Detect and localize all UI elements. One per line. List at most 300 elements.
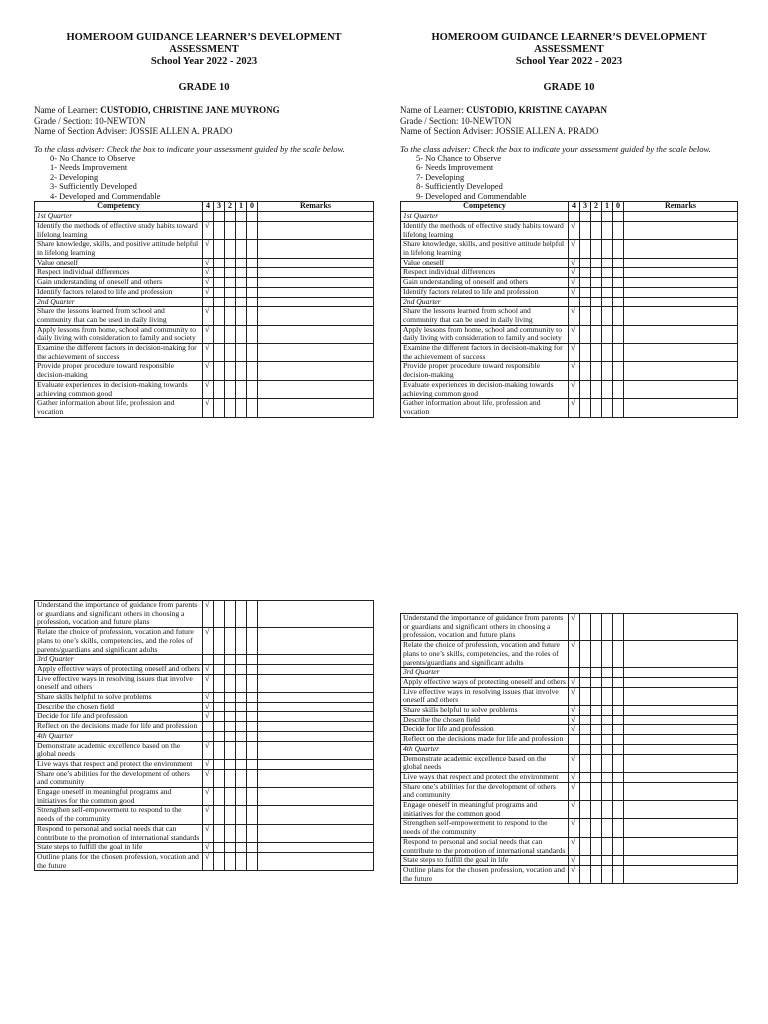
remarks-cell[interactable] — [258, 221, 374, 239]
rating-cell[interactable] — [591, 287, 602, 297]
rating-cell[interactable] — [602, 641, 613, 668]
rating-cell[interactable] — [247, 712, 258, 722]
rating-cell[interactable] — [225, 674, 236, 692]
remarks-cell[interactable] — [258, 240, 374, 258]
rating-cell[interactable] — [236, 722, 247, 732]
rating-cell[interactable] — [214, 741, 225, 759]
rating-cell[interactable] — [602, 287, 613, 297]
rating-cell[interactable] — [236, 843, 247, 853]
rating-cell[interactable] — [613, 614, 624, 641]
rating-4-cell[interactable]: √ — [569, 362, 580, 380]
rating-cell[interactable] — [580, 240, 591, 258]
rating-4-cell[interactable]: √ — [569, 614, 580, 641]
remarks-cell[interactable] — [258, 824, 374, 842]
rating-cell[interactable] — [580, 837, 591, 855]
rating-cell[interactable] — [580, 715, 591, 725]
rating-cell[interactable] — [247, 601, 258, 628]
remarks-cell[interactable] — [258, 722, 374, 732]
rating-cell[interactable] — [225, 258, 236, 268]
rating-4-cell[interactable]: √ — [203, 693, 214, 703]
rating-4-cell[interactable]: √ — [569, 399, 580, 417]
remarks-cell[interactable] — [624, 344, 738, 362]
rating-cell[interactable] — [613, 856, 624, 866]
rating-4-cell[interactable]: √ — [203, 380, 214, 398]
rating-4-cell[interactable]: √ — [569, 754, 580, 772]
rating-cell[interactable] — [225, 722, 236, 732]
rating-cell[interactable] — [225, 268, 236, 278]
remarks-cell[interactable] — [258, 362, 374, 380]
rating-cell[interactable] — [225, 824, 236, 842]
rating-cell[interactable] — [602, 706, 613, 716]
rating-cell[interactable] — [591, 614, 602, 641]
rating-4-cell[interactable]: √ — [203, 674, 214, 692]
rating-cell[interactable] — [602, 221, 613, 239]
rating-cell[interactable] — [580, 307, 591, 325]
rating-4-cell[interactable]: √ — [203, 362, 214, 380]
rating-cell[interactable] — [602, 801, 613, 819]
rating-cell[interactable] — [580, 278, 591, 288]
rating-cell[interactable] — [613, 325, 624, 343]
rating-cell[interactable] — [591, 258, 602, 268]
rating-cell[interactable] — [247, 824, 258, 842]
rating-cell[interactable] — [214, 344, 225, 362]
rating-cell[interactable] — [580, 344, 591, 362]
rating-cell[interactable] — [236, 674, 247, 692]
remarks-cell[interactable] — [624, 782, 738, 800]
rating-4-cell[interactable]: √ — [203, 240, 214, 258]
rating-cell[interactable] — [580, 614, 591, 641]
rating-cell[interactable] — [247, 399, 258, 417]
rating-cell[interactable] — [602, 754, 613, 772]
rating-4-cell[interactable]: √ — [203, 664, 214, 674]
rating-cell[interactable] — [225, 843, 236, 853]
rating-cell[interactable] — [236, 741, 247, 759]
remarks-cell[interactable] — [258, 601, 374, 628]
rating-cell[interactable] — [613, 687, 624, 705]
rating-4-cell[interactable]: √ — [569, 307, 580, 325]
remarks-cell[interactable] — [624, 819, 738, 837]
remarks-cell[interactable] — [624, 380, 738, 398]
rating-cell[interactable] — [214, 325, 225, 343]
rating-4-cell[interactable]: √ — [569, 782, 580, 800]
rating-cell[interactable] — [580, 268, 591, 278]
rating-cell[interactable] — [225, 769, 236, 787]
remarks-cell[interactable] — [258, 268, 374, 278]
remarks-cell[interactable] — [258, 664, 374, 674]
rating-cell[interactable] — [580, 399, 591, 417]
rating-cell[interactable] — [602, 772, 613, 782]
rating-cell[interactable] — [591, 725, 602, 735]
remarks-cell[interactable] — [258, 307, 374, 325]
rating-cell[interactable] — [580, 856, 591, 866]
rating-cell[interactable] — [580, 754, 591, 772]
rating-4-cell[interactable]: √ — [569, 865, 580, 883]
rating-4-cell[interactable]: √ — [569, 344, 580, 362]
rating-cell[interactable] — [214, 380, 225, 398]
rating-cell[interactable] — [214, 258, 225, 268]
rating-cell[interactable] — [214, 278, 225, 288]
remarks-cell[interactable] — [258, 806, 374, 824]
rating-cell[interactable] — [236, 258, 247, 268]
remarks-cell[interactable] — [624, 772, 738, 782]
remarks-cell[interactable] — [624, 706, 738, 716]
rating-cell[interactable] — [214, 601, 225, 628]
rating-cell[interactable] — [225, 399, 236, 417]
rating-cell[interactable] — [591, 362, 602, 380]
remarks-cell[interactable] — [624, 715, 738, 725]
rating-cell[interactable] — [591, 380, 602, 398]
remarks-cell[interactable] — [624, 399, 738, 417]
rating-cell[interactable] — [247, 287, 258, 297]
rating-cell[interactable] — [247, 852, 258, 870]
rating-cell[interactable] — [225, 380, 236, 398]
rating-cell[interactable] — [613, 706, 624, 716]
rating-cell[interactable] — [580, 258, 591, 268]
remarks-cell[interactable] — [624, 325, 738, 343]
rating-cell[interactable] — [591, 856, 602, 866]
rating-cell[interactable] — [580, 782, 591, 800]
rating-cell[interactable] — [247, 788, 258, 806]
remarks-cell[interactable] — [258, 628, 374, 655]
remarks-cell[interactable] — [258, 674, 374, 692]
rating-cell[interactable] — [613, 819, 624, 837]
rating-cell[interactable] — [613, 754, 624, 772]
rating-cell[interactable] — [247, 325, 258, 343]
rating-cell[interactable] — [613, 399, 624, 417]
rating-cell[interactable] — [591, 687, 602, 705]
rating-cell[interactable] — [236, 759, 247, 769]
rating-cell[interactable] — [580, 865, 591, 883]
remarks-cell[interactable] — [624, 725, 738, 735]
rating-cell[interactable] — [591, 772, 602, 782]
rating-cell[interactable] — [247, 258, 258, 268]
rating-cell[interactable] — [247, 722, 258, 732]
remarks-cell[interactable] — [624, 307, 738, 325]
rating-cell[interactable] — [225, 759, 236, 769]
rating-cell[interactable] — [247, 806, 258, 824]
rating-cell[interactable] — [214, 287, 225, 297]
remarks-cell[interactable] — [258, 843, 374, 853]
remarks-cell[interactable] — [258, 759, 374, 769]
rating-cell[interactable] — [214, 852, 225, 870]
rating-cell[interactable] — [613, 307, 624, 325]
remarks-cell[interactable] — [258, 693, 374, 703]
rating-cell[interactable] — [225, 741, 236, 759]
remarks-cell[interactable] — [258, 852, 374, 870]
rating-4-cell[interactable]: √ — [203, 287, 214, 297]
rating-4-cell[interactable]: √ — [569, 240, 580, 258]
rating-cell[interactable] — [225, 788, 236, 806]
rating-cell[interactable] — [613, 240, 624, 258]
rating-cell[interactable] — [602, 307, 613, 325]
rating-cell[interactable] — [225, 278, 236, 288]
rating-cell[interactable] — [613, 772, 624, 782]
remarks-cell[interactable] — [624, 240, 738, 258]
rating-cell[interactable] — [214, 240, 225, 258]
rating-cell[interactable] — [214, 788, 225, 806]
remarks-cell[interactable] — [624, 677, 738, 687]
rating-cell[interactable] — [247, 741, 258, 759]
rating-cell[interactable] — [591, 307, 602, 325]
rating-cell[interactable] — [580, 735, 591, 745]
rating-cell[interactable] — [236, 307, 247, 325]
rating-4-cell[interactable]: √ — [203, 702, 214, 712]
remarks-cell[interactable] — [258, 258, 374, 268]
rating-4-cell[interactable]: √ — [569, 268, 580, 278]
rating-cell[interactable] — [247, 380, 258, 398]
rating-cell[interactable] — [602, 278, 613, 288]
rating-4-cell[interactable]: √ — [203, 852, 214, 870]
rating-cell[interactable] — [613, 268, 624, 278]
rating-4-cell[interactable]: √ — [203, 806, 214, 824]
rating-cell[interactable] — [613, 221, 624, 239]
rating-cell[interactable] — [591, 801, 602, 819]
rating-cell[interactable] — [580, 687, 591, 705]
remarks-cell[interactable] — [624, 287, 738, 297]
rating-cell[interactable] — [602, 614, 613, 641]
remarks-cell[interactable] — [624, 837, 738, 855]
rating-4-cell[interactable]: √ — [203, 843, 214, 853]
rating-cell[interactable] — [591, 278, 602, 288]
rating-cell[interactable] — [591, 221, 602, 239]
rating-cell[interactable] — [214, 806, 225, 824]
rating-cell[interactable] — [236, 221, 247, 239]
rating-cell[interactable] — [591, 715, 602, 725]
rating-4-cell[interactable]: √ — [203, 399, 214, 417]
rating-cell[interactable] — [602, 735, 613, 745]
rating-cell[interactable] — [214, 268, 225, 278]
rating-4-cell[interactable]: √ — [569, 278, 580, 288]
rating-cell[interactable] — [591, 399, 602, 417]
rating-cell[interactable] — [602, 240, 613, 258]
rating-cell[interactable] — [214, 674, 225, 692]
remarks-cell[interactable] — [624, 362, 738, 380]
remarks-cell[interactable] — [624, 801, 738, 819]
remarks-cell[interactable] — [624, 614, 738, 641]
rating-cell[interactable] — [214, 702, 225, 712]
rating-cell[interactable] — [247, 843, 258, 853]
rating-cell[interactable] — [214, 628, 225, 655]
rating-cell[interactable] — [591, 268, 602, 278]
rating-cell[interactable] — [236, 712, 247, 722]
rating-cell[interactable] — [580, 325, 591, 343]
rating-cell[interactable] — [247, 628, 258, 655]
rating-cell[interactable] — [247, 362, 258, 380]
rating-cell[interactable] — [591, 641, 602, 668]
rating-cell[interactable] — [225, 344, 236, 362]
remarks-cell[interactable] — [624, 641, 738, 668]
rating-cell[interactable] — [247, 674, 258, 692]
rating-cell[interactable] — [247, 278, 258, 288]
rating-cell[interactable] — [591, 837, 602, 855]
rating-4-cell[interactable]: √ — [569, 687, 580, 705]
rating-cell[interactable] — [225, 240, 236, 258]
remarks-cell[interactable] — [258, 380, 374, 398]
rating-4-cell[interactable]: √ — [203, 824, 214, 842]
rating-cell[interactable] — [580, 287, 591, 297]
rating-cell[interactable] — [225, 601, 236, 628]
rating-cell[interactable] — [602, 325, 613, 343]
rating-cell[interactable] — [580, 772, 591, 782]
remarks-cell[interactable] — [258, 278, 374, 288]
rating-cell[interactable] — [236, 325, 247, 343]
rating-cell[interactable] — [225, 362, 236, 380]
rating-cell[interactable] — [236, 702, 247, 712]
rating-cell[interactable] — [602, 268, 613, 278]
rating-cell[interactable] — [580, 725, 591, 735]
rating-cell[interactable] — [225, 693, 236, 703]
remarks-cell[interactable] — [258, 399, 374, 417]
rating-4-cell[interactable]: √ — [569, 837, 580, 855]
rating-cell[interactable] — [602, 380, 613, 398]
rating-cell[interactable] — [602, 725, 613, 735]
rating-cell[interactable] — [580, 801, 591, 819]
rating-4-cell[interactable]: √ — [569, 715, 580, 725]
rating-cell[interactable] — [591, 240, 602, 258]
rating-4-cell[interactable]: √ — [203, 628, 214, 655]
rating-4-cell[interactable]: √ — [569, 380, 580, 398]
rating-cell[interactable] — [247, 221, 258, 239]
remarks-cell[interactable] — [258, 741, 374, 759]
rating-4-cell[interactable]: √ — [203, 344, 214, 362]
rating-4-cell[interactable]: √ — [203, 325, 214, 343]
rating-cell[interactable] — [613, 287, 624, 297]
remarks-cell[interactable] — [624, 754, 738, 772]
rating-cell[interactable] — [591, 735, 602, 745]
rating-cell[interactable] — [214, 843, 225, 853]
rating-cell[interactable] — [613, 380, 624, 398]
remarks-cell[interactable] — [624, 258, 738, 268]
rating-cell[interactable] — [591, 865, 602, 883]
rating-cell[interactable] — [236, 852, 247, 870]
rating-cell[interactable] — [214, 307, 225, 325]
rating-4-cell[interactable]: √ — [203, 788, 214, 806]
rating-cell[interactable] — [247, 693, 258, 703]
rating-cell[interactable] — [591, 706, 602, 716]
rating-cell[interactable] — [225, 628, 236, 655]
rating-cell[interactable] — [613, 362, 624, 380]
rating-cell[interactable] — [591, 344, 602, 362]
rating-cell[interactable] — [613, 715, 624, 725]
rating-cell[interactable] — [225, 664, 236, 674]
rating-cell[interactable] — [214, 759, 225, 769]
rating-4-cell[interactable]: √ — [569, 258, 580, 268]
rating-cell[interactable] — [580, 641, 591, 668]
rating-cell[interactable] — [236, 806, 247, 824]
rating-cell[interactable] — [602, 258, 613, 268]
rating-cell[interactable] — [602, 687, 613, 705]
rating-cell[interactable] — [613, 344, 624, 362]
rating-cell[interactable] — [236, 693, 247, 703]
rating-cell[interactable] — [236, 788, 247, 806]
rating-cell[interactable] — [225, 307, 236, 325]
rating-cell[interactable] — [236, 240, 247, 258]
remarks-cell[interactable] — [258, 325, 374, 343]
rating-cell[interactable] — [236, 769, 247, 787]
rating-cell[interactable] — [247, 769, 258, 787]
rating-cell[interactable] — [613, 641, 624, 668]
rating-cell[interactable] — [613, 782, 624, 800]
remarks-cell[interactable] — [624, 221, 738, 239]
rating-cell[interactable] — [602, 715, 613, 725]
rating-cell[interactable] — [236, 824, 247, 842]
remarks-cell[interactable] — [258, 702, 374, 712]
rating-cell[interactable] — [580, 706, 591, 716]
rating-4-cell[interactable]: √ — [569, 772, 580, 782]
rating-4-cell[interactable]: √ — [203, 268, 214, 278]
rating-4-cell[interactable]: √ — [203, 601, 214, 628]
rating-cell[interactable] — [247, 759, 258, 769]
rating-4-cell[interactable]: √ — [203, 307, 214, 325]
rating-cell[interactable] — [602, 399, 613, 417]
rating-4-cell[interactable]: √ — [203, 278, 214, 288]
rating-cell[interactable] — [225, 712, 236, 722]
rating-cell[interactable] — [602, 782, 613, 800]
rating-4-cell[interactable]: √ — [569, 706, 580, 716]
rating-cell[interactable] — [247, 664, 258, 674]
rating-cell[interactable] — [580, 819, 591, 837]
remarks-cell[interactable] — [624, 735, 738, 745]
rating-4-cell[interactable]: √ — [569, 725, 580, 735]
rating-cell[interactable] — [613, 258, 624, 268]
rating-cell[interactable] — [602, 677, 613, 687]
rating-4-cell[interactable]: √ — [203, 759, 214, 769]
rating-cell[interactable] — [602, 837, 613, 855]
rating-cell[interactable] — [236, 278, 247, 288]
rating-cell[interactable] — [236, 601, 247, 628]
rating-4-cell[interactable]: √ — [569, 677, 580, 687]
rating-cell[interactable] — [225, 325, 236, 343]
rating-cell[interactable] — [214, 824, 225, 842]
rating-cell[interactable] — [580, 221, 591, 239]
rating-cell[interactable] — [236, 399, 247, 417]
rating-cell[interactable] — [591, 325, 602, 343]
rating-cell[interactable] — [247, 307, 258, 325]
rating-cell[interactable] — [214, 362, 225, 380]
rating-cell[interactable] — [591, 677, 602, 687]
rating-cell[interactable] — [214, 722, 225, 732]
rating-4-cell[interactable]: √ — [203, 712, 214, 722]
rating-cell[interactable] — [214, 712, 225, 722]
rating-cell[interactable] — [247, 240, 258, 258]
rating-4-cell[interactable]: √ — [203, 258, 214, 268]
remarks-cell[interactable] — [624, 268, 738, 278]
rating-cell[interactable] — [580, 677, 591, 687]
rating-cell[interactable] — [613, 865, 624, 883]
rating-cell[interactable] — [225, 852, 236, 870]
rating-cell[interactable] — [247, 344, 258, 362]
rating-4-cell[interactable]: √ — [569, 641, 580, 668]
rating-cell[interactable] — [602, 865, 613, 883]
rating-cell[interactable] — [580, 380, 591, 398]
rating-cell[interactable] — [236, 380, 247, 398]
rating-cell[interactable] — [591, 782, 602, 800]
remarks-cell[interactable] — [258, 788, 374, 806]
rating-cell[interactable] — [591, 819, 602, 837]
rating-cell[interactable] — [580, 362, 591, 380]
rating-cell[interactable] — [591, 754, 602, 772]
rating-cell[interactable] — [247, 268, 258, 278]
rating-cell[interactable] — [214, 221, 225, 239]
rating-cell[interactable] — [602, 344, 613, 362]
rating-cell[interactable] — [602, 362, 613, 380]
rating-4-cell[interactable] — [203, 722, 214, 732]
rating-cell[interactable] — [613, 801, 624, 819]
rating-4-cell[interactable]: √ — [203, 741, 214, 759]
rating-cell[interactable] — [236, 628, 247, 655]
rating-cell[interactable] — [602, 819, 613, 837]
rating-cell[interactable] — [236, 344, 247, 362]
